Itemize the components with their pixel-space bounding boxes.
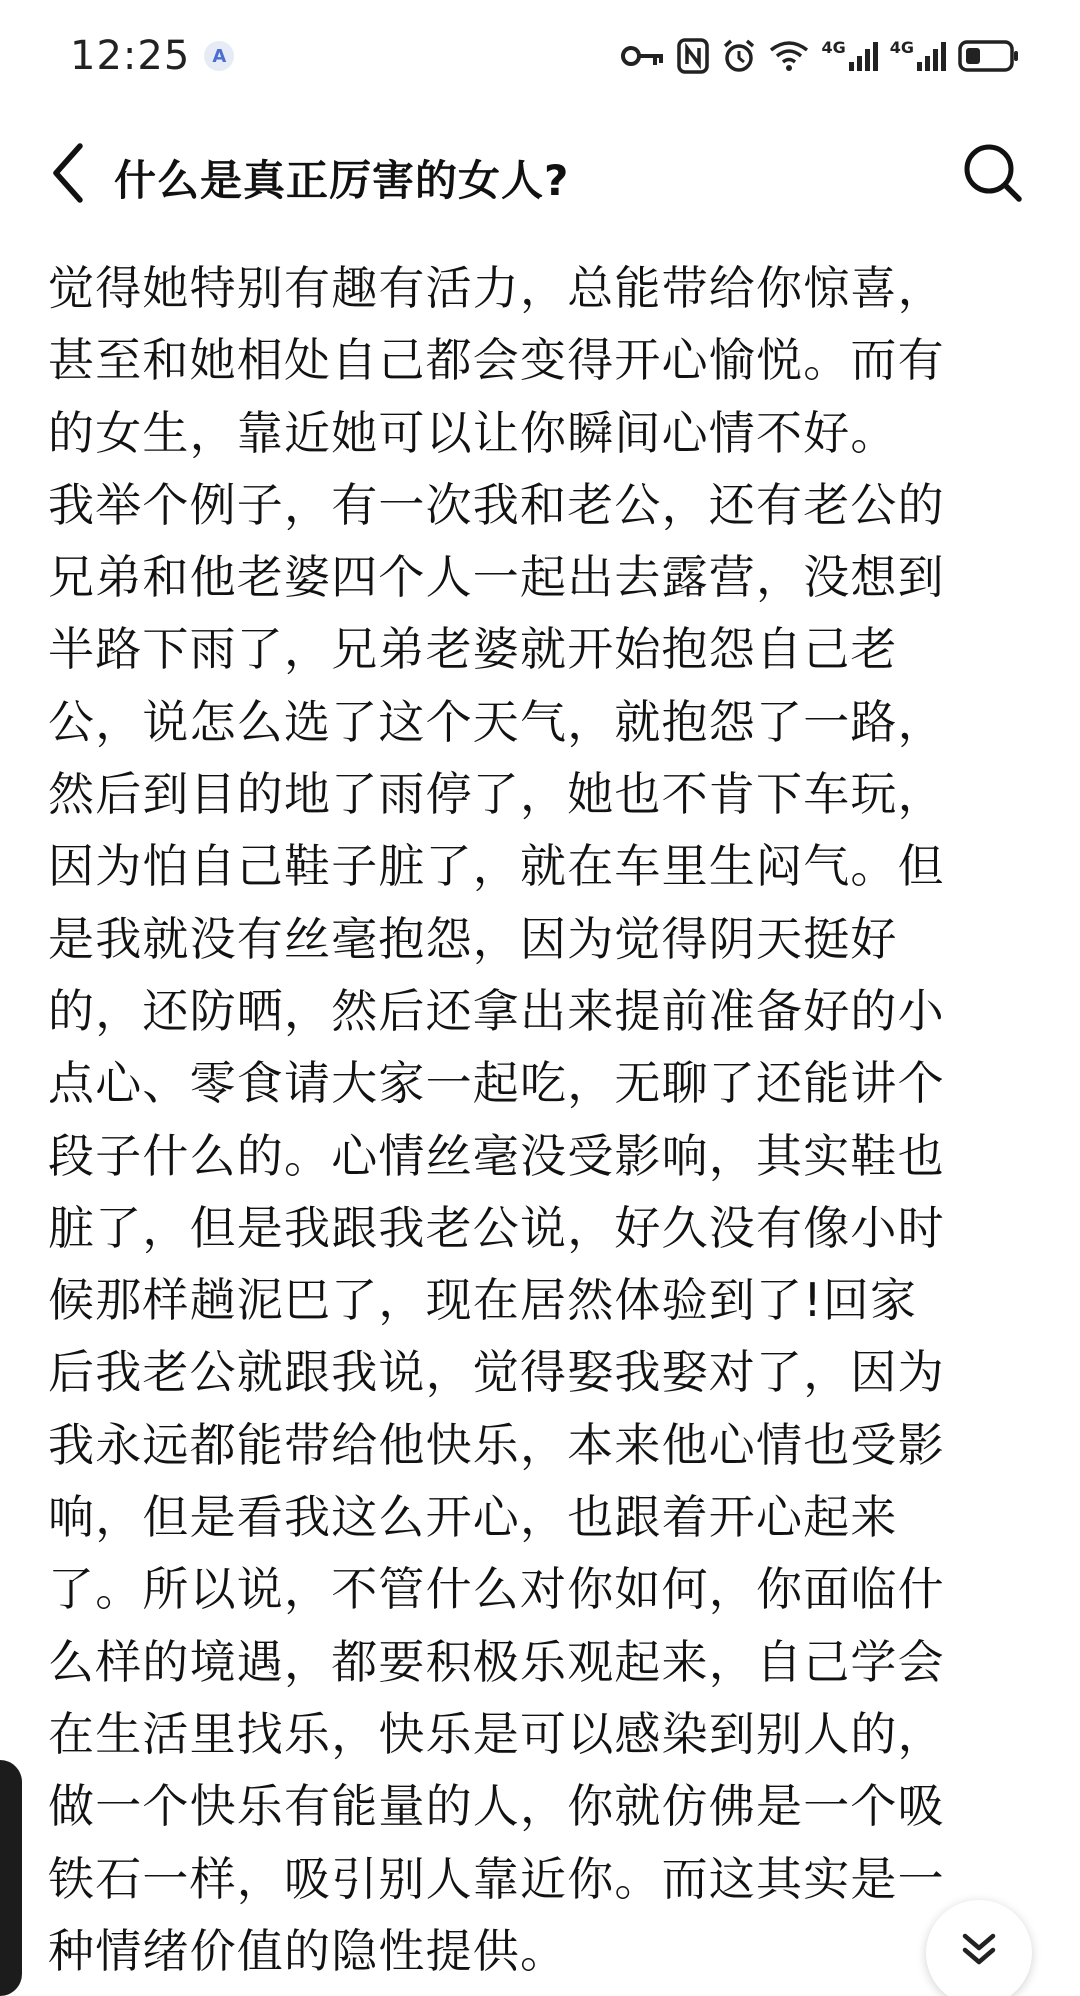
network-type-label: 4G — [889, 38, 914, 57]
search-icon — [962, 142, 1024, 208]
article-line: 是我就没有丝毫抱怨，因为觉得阴天挺好 — [48, 911, 898, 966]
article-line: 我举个例子，有一次我和老公，还有老公的 — [48, 477, 945, 532]
article-line: 觉得她特别有趣有活力，总能带给你惊喜， — [48, 261, 945, 315]
article-line: 然后到目的地了雨停了，她也不肯下车玩， — [48, 767, 945, 822]
status-left — [70, 33, 234, 79]
article-line: 做一个快乐有能量的人，你就仿佛是一个吸 — [48, 1779, 945, 1834]
status-bar — [0, 0, 1080, 112]
article-line: 段子什么的。心情丝毫没受影响，其实鞋也 — [48, 1128, 945, 1183]
article-line: 的女生，靠近她可以让你瞬间心情不好。 — [48, 405, 898, 460]
article-line: 脏了，但是我跟我老公说，好久没有像小时 — [48, 1200, 945, 1255]
page-title: 什么是真正厉害的女人? — [114, 156, 570, 205]
article-line: 因为怕自己鞋子脏了，就在车里生闷气。但 — [48, 839, 945, 894]
article-line: 种情绪价值的隐性提供。 — [48, 1923, 568, 1978]
article-line: 甚至和她相处自己都会变得开心愉悦。而有 — [48, 333, 945, 388]
article-line: 公，说怎么选了这个天气，就抱怨了一路， — [48, 694, 945, 749]
article-body — [48, 252, 1038, 1987]
header — [0, 130, 1080, 220]
status-time: 12:25 — [70, 33, 191, 79]
article-line: 铁石一样，吸引别人靠近你。而这其实是一 — [48, 1851, 945, 1906]
key-icon — [621, 36, 665, 76]
wifi-icon — [769, 36, 809, 76]
article-line: 了。所以说，不管什么对你如何，你面临什 — [48, 1562, 945, 1617]
article-line: 我永远都能带给他快乐，本来他心情也受影 — [48, 1417, 945, 1472]
scroll-down-button[interactable] — [926, 1900, 1032, 1996]
edge-drag-handle[interactable] — [0, 1760, 22, 1996]
article-line: 的，还防晒，然后还拿出来提前准备好的小 — [48, 983, 945, 1038]
article-line: 后我老公就跟我说，觉得娶我娶对了，因为 — [48, 1345, 945, 1400]
status-right — [621, 36, 1020, 76]
alarm-icon — [721, 36, 757, 76]
signal-sim1-icon — [821, 36, 877, 76]
signal-sim2-icon — [890, 36, 946, 76]
battery-icon — [958, 36, 1020, 76]
article-line: 候那样趟泥巴了，现在居然体验到了!回家 — [48, 1273, 918, 1328]
accessibility-badge-icon: A — [204, 41, 234, 71]
nfc-icon — [677, 36, 709, 76]
article-line: 响，但是看我这么开心，也跟着开心起来 — [48, 1490, 898, 1545]
article-line: 兄弟和他老婆四个人一起出去露营，没想到 — [48, 550, 945, 605]
network-type-label: 4G — [821, 38, 846, 57]
article-line: 在生活里找乐，快乐是可以感染到别人的， — [48, 1706, 945, 1761]
article-line: 点心、零食请大家一起吃，无聊了还能讲个 — [48, 1056, 945, 1111]
article-line: 么样的境遇，都要积极乐观起来，自己学会 — [48, 1634, 945, 1689]
article-line: 半路下雨了，兄弟老婆就开始抱怨自己老 — [48, 622, 898, 677]
search-button[interactable] — [958, 140, 1028, 210]
chevron-left-icon — [48, 142, 88, 208]
back-button[interactable] — [40, 142, 96, 208]
double-chevron-down-icon — [959, 1930, 999, 1974]
